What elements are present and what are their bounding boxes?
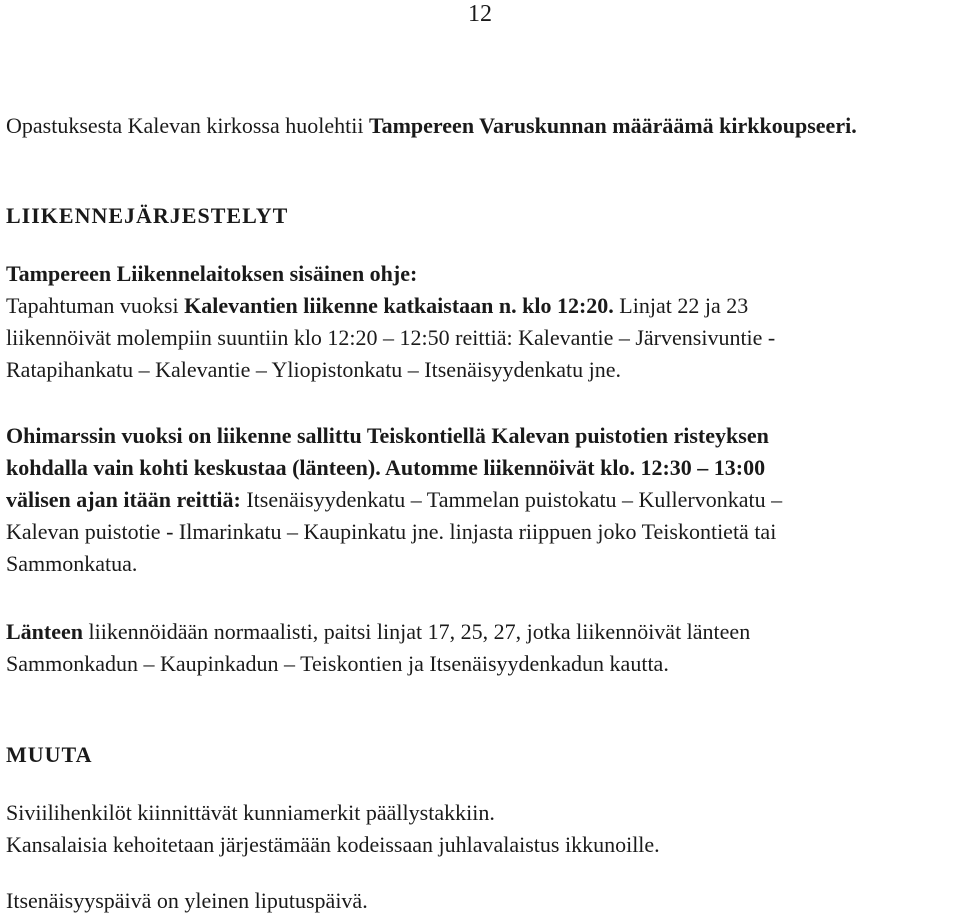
parade-line-5: Sammonkatua. [6,551,138,576]
west-line-1-bold: Länteen [6,619,83,644]
parade-line-1: Ohimarssin vuoksi on liikenne sallittu Teiskontiellä Kalevan puistotien risteyksen [6,423,769,448]
intro-text: Opastuksesta Kalevan kirkossa huolehtii [6,113,369,138]
other-line-2: Kansalaisia kehoitetaan järjestämään kodeissaan juhlavalaistus ikkunoille. [6,832,660,857]
traffic-line-1-tail: Linjat 22 ja 23 [613,293,749,318]
west-line-1-text: liikennöidään normaalisti, paitsi linjat 17, 25, 27, jotka liikennöivät länteen [83,619,751,644]
traffic-line-1-bold: Kalevantien liikenne katkaistaan n. klo 12:20. [184,293,614,318]
intro-paragraph [6,110,946,142]
traffic-heading: LIIKENNEJÄRJESTELYT [6,203,289,228]
intro-line [6,110,946,142]
parade-line-4: Kalevan puistotie - Ilmarinkatu – Kaupinkatu jne. linjasta riippuen joko Teiskontietä tai [6,519,777,544]
west-paragraph [6,616,946,680]
traffic-paragraph [6,258,946,386]
flag-day-paragraph [6,885,946,917]
west-line-1 [6,616,946,648]
page-number: 12 [468,1,492,27]
other-line-1: Siviilihenkilöt kiinnittävät kunniamerkit päällystakkiin. [6,800,495,825]
west-line-2: Sammonkadun – Kaupinkadun – Teiskontien ja Itsenäisyydenkadun kautta. [6,651,669,676]
intro-bold-text: Tampereen Varuskunnan määräämä kirkkoupseeri. [368,113,857,138]
other-paragraph [6,797,946,861]
parade-line-2: kohdalla vain kohti keskustaa (länteen). Automme liikennöivät klo. 12:30 – 13:00 [6,455,766,480]
parade-paragraph [6,420,946,580]
traffic-line-1-text: Tapahtuman vuoksi [6,293,185,318]
instruction-title: Tampereen Liikennelaitoksen sisäinen ohje: [6,261,418,286]
parade-line-3-text: Itsenäisyydenkatu – Tammelan puistokatu – Kullervonkatu – [240,487,783,512]
traffic-line-1 [6,290,946,322]
other-line-3: Itsenäisyyspäivä on yleinen liputuspäivä. [6,888,368,913]
parade-line-3-bold: välisen ajan itään reittiä: [6,487,241,512]
traffic-line-3: Ratapihankatu – Kalevantie – Yliopistonkatu – Itsenäisyydenkatu jne. [6,357,622,382]
parade-line-3 [6,484,946,516]
traffic-line-2: liikennöivät molempiin suuntiin klo 12:20 – 12:50 reittiä: Kalevantie – Järvensivuntie - [6,325,776,350]
other-heading: MUUTA [6,742,93,767]
